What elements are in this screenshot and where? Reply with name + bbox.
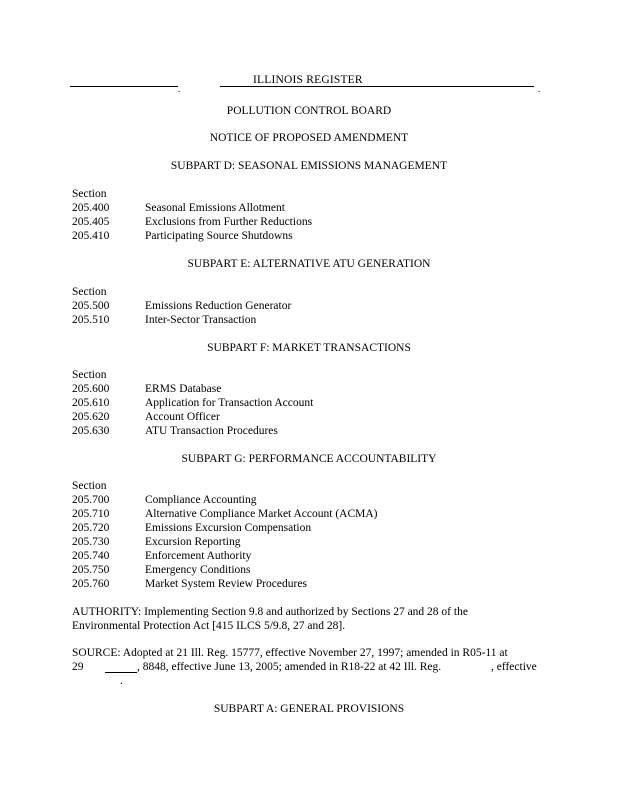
subpart-e-title: SUBPART E: ALTERNATIVE ATU GENERATION — [187, 258, 431, 270]
section-title: Application for Transaction Account — [145, 397, 314, 409]
section-title: ATU Transaction Procedures — [145, 425, 278, 437]
section-label: Section — [72, 369, 107, 381]
section-number: 205.720 — [72, 522, 110, 534]
section-title: Alternative Compliance Market Account (ACMA) — [145, 508, 378, 520]
register-header: . . ILLINOIS REGISTER — [70, 73, 544, 89]
section-number: 205.405 — [72, 216, 110, 228]
source-line-end: . — [120, 675, 123, 687]
subpart-d-title: SUBPART D: SEASONAL EMISSIONS MANAGEMENT — [170, 160, 448, 172]
section-title: ERMS Database — [145, 383, 222, 395]
source-line: , 8848, effective June 13, 2005; amended in R18-22 at 42 Ill. Reg. — [137, 661, 442, 673]
section-number: 205.410 — [72, 230, 110, 242]
section-number: 205.730 — [72, 536, 110, 548]
section-row — [72, 424, 552, 438]
source-line: SOURCE: Adopted at 21 Ill. Reg. 15777, effective November 27, 1997; amended in R05-11 at — [72, 647, 508, 659]
section-title: Excursion Reporting — [145, 536, 241, 548]
section-row — [72, 229, 552, 243]
section-number: 205.400 — [72, 202, 110, 214]
section-label: Section — [72, 480, 107, 492]
section-title: Participating Source Shutdowns — [145, 230, 293, 242]
section-number: 205.630 — [72, 425, 110, 437]
section-row — [72, 382, 552, 396]
section-number: 205.740 — [72, 550, 110, 562]
section-row — [72, 299, 552, 313]
section-number: 205.510 — [72, 314, 110, 326]
section-title: Exclusions from Further Reductions — [145, 216, 313, 228]
section-number: 205.700 — [72, 494, 110, 506]
authority-note — [72, 605, 550, 635]
section-title: Account Officer — [145, 411, 220, 423]
section-title: Emissions Reduction Generator — [145, 300, 292, 312]
section-number: 205.750 — [72, 564, 110, 576]
section-row — [72, 493, 552, 507]
register-title: ILLINOIS REGISTER — [253, 74, 363, 86]
section-title: Compliance Accounting — [145, 494, 257, 506]
section-number: 205.760 — [72, 578, 110, 590]
source-line-volume: 29 — [72, 661, 84, 673]
blank-line — [105, 660, 137, 673]
section-row — [72, 521, 552, 535]
section-number: 205.610 — [72, 397, 110, 409]
section-number: 205.600 — [72, 383, 110, 395]
authority-line: AUTHORITY: Implementing Section 9.8 and authorized by Sections 27 and 28 of the — [72, 606, 468, 618]
authority-line: Environmental Protection Act [415 ILCS 5/9.8, 27 and 28]. — [72, 620, 346, 632]
section-row — [72, 215, 552, 229]
section-title: Emergency Conditions — [145, 564, 251, 576]
section-row — [72, 549, 552, 563]
source-line-effective: , effective — [491, 661, 537, 673]
subpart-g-title: SUBPART G: PERFORMANCE ACCOUNTABILITY — [181, 453, 437, 465]
section-label: Section — [72, 188, 107, 200]
section-row — [72, 577, 552, 591]
notice-title: NOTICE OF PROPOSED AMENDMENT — [209, 132, 409, 144]
section-row — [72, 507, 552, 521]
section-row — [72, 396, 552, 410]
header-rule-left — [70, 86, 178, 87]
section-row — [72, 201, 552, 215]
subpart-f-title: SUBPART F: MARKET TRANSACTIONS — [207, 342, 411, 354]
section-title: Enforcement Authority — [145, 550, 252, 562]
section-number: 205.620 — [72, 411, 110, 423]
section-number: 205.710 — [72, 508, 110, 520]
section-title: Market System Review Procedures — [145, 578, 307, 590]
source-note — [72, 646, 550, 690]
section-title: Seasonal Emissions Allotment — [145, 202, 285, 214]
section-row — [72, 535, 552, 549]
section-title: Inter-Sector Transaction — [145, 314, 257, 326]
board-name: POLLUTION CONTROL BOARD — [226, 105, 392, 117]
section-number: 205.500 — [72, 300, 110, 312]
section-title: Emissions Excursion Compensation — [145, 522, 312, 534]
section-row — [72, 313, 552, 327]
section-row — [72, 410, 552, 424]
section-row — [72, 563, 552, 577]
subpart-a-title: SUBPART A: GENERAL PROVISIONS — [213, 703, 405, 715]
section-label: Section — [72, 286, 107, 298]
